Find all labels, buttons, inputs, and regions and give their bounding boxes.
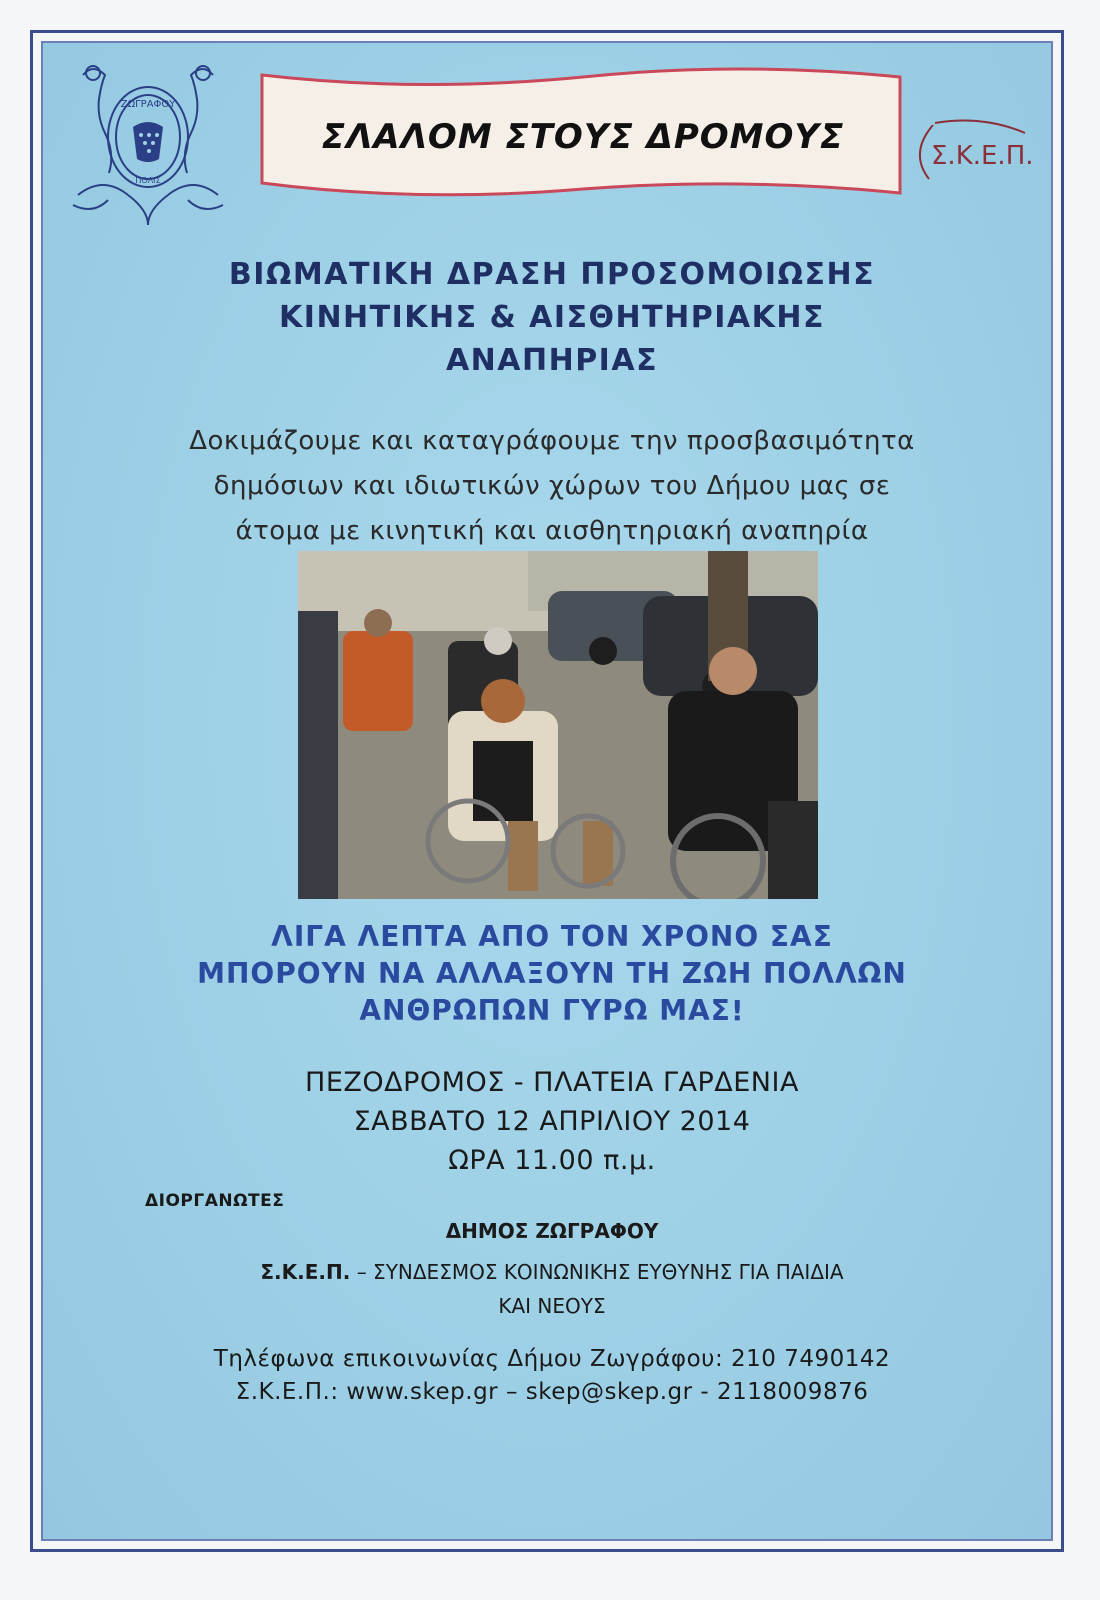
headline-line-2: ΚΙΝΗΤΙΚΗΣ & ΑΙΣΘΗΤΗΡΙΑΚΗΣ — [279, 300, 825, 335]
lead-line-2: δημόσιων και ιδιωτικών χώρων του Δήμου μας σε — [213, 471, 891, 501]
organizer-skep-name: – ΣΥΝΔΕΣΜΟΣ ΚΟΙΝΩΝΙΚΗΣ ΕΥΘΥΝΗΣ ΓΙΑ ΠΑΙΔΙΑ — [350, 1260, 844, 1284]
organizer-skep-abbr: Σ.Κ.Ε.Π. — [260, 1260, 351, 1284]
banner-title: ΣΛΑΛΟΜ ΣΤΟΥΣ ΔΡΟΜΟΥΣ — [321, 117, 845, 157]
outer-frame — [30, 30, 1064, 1552]
poster — [18, 16, 1082, 1584]
lead-line-1: Δοκιμάζουμε και καταγράφουμε την προσβασιμότητα — [189, 426, 915, 456]
call-line-3: ΑΝΘΡΩΠΩΝ ΓΥΡΩ ΜΑΣ! — [359, 994, 745, 1027]
skep-logo-text: Σ.Κ.Ε.Π. — [931, 141, 1034, 171]
headline-line-3: ΑΝΑΠΗΡΙΑΣ — [445, 343, 659, 378]
contact-skep: Σ.Κ.Ε.Π.: www.skep.gr – skep@skep.gr - 2118009876 — [235, 1379, 869, 1405]
event-date: ΣΑΒΒΑΤΟ 12 ΑΠΡΙΛΙΟΥ 2014 — [353, 1106, 751, 1137]
event-photo — [298, 551, 818, 899]
organizer-skep-name-line2: ΚΑΙ ΝΕΟΥΣ — [498, 1294, 606, 1318]
logo-top-text: ΖΩΓΡΑΦΟΥ — [120, 99, 176, 110]
title-banner — [258, 65, 908, 200]
skep-logo — [913, 113, 1043, 198]
organizer-skep — [43, 1255, 1061, 1323]
call-line-2: ΜΠΟΡΟΥΝ ΝΑ ΑΛΛΑΞΟΥΝ ΤΗ ΖΩΗ ΠΟΛΛΩΝ — [197, 957, 907, 990]
organizer-municipality: ΔΗΜΟΣ ΖΩΓΡΑΦΟΥ — [445, 1219, 659, 1243]
call-line-1: ΛΙΓΑ ΛΕΠΤΑ ΑΠΟ ΤΟΝ ΧΡΟΝΟ ΣΑΣ — [271, 920, 833, 953]
contact-phone: Τηλέφωνα επικοινωνίας Δήμου Ζωγράφου: 210 7490142 — [213, 1346, 891, 1372]
organizers-label: ΔΙΟΡΓΑΝΩΤΕΣ — [145, 1191, 285, 1211]
poster-body — [41, 41, 1053, 1541]
logo-bottom-text: ΠΟΛΙΣ — [135, 176, 161, 185]
municipality-logo — [63, 55, 233, 230]
lead-line-3: άτομα με κινητική και αισθητηριακή αναπηρία — [235, 516, 869, 546]
event-time: ΩΡΑ 11.00 π.μ. — [448, 1145, 656, 1176]
headline-line-1: ΒΙΩΜΑΤΙΚΗ ΔΡΑΣΗ ΠΡΟΣΟΜΟΙΩΣΗΣ — [228, 257, 876, 292]
event-place: ΠΕΖΟΔΡΟΜΟΣ - ΠΛΑΤΕΙΑ ΓΑΡΔΕΝΙΑ — [305, 1067, 799, 1098]
